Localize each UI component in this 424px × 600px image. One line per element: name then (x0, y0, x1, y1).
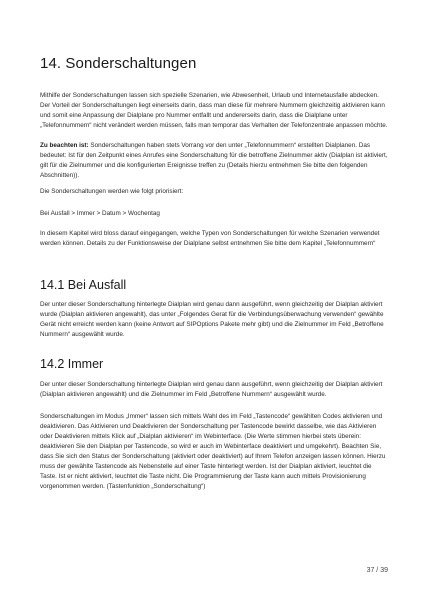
section-title-immer: 14.2 Immer (40, 357, 104, 371)
intro-paragraph: Mithilfe der Sonderschaltungen lassen sich spezielle Szenarien, wie Abwesenheit, Urlaub und Internetausfalle abdecken. Der Vorteil der Sonderschaltungen liegt einerseits darin, dass man diese für mehrere Nummern gleichzeitig aktivieren kann und somit eine Anpassung der Dialplane pro Nummer entfallt und andererseits darin, dass die Dialplane unter „Telefonnummern“ nicht verändert werden müssen, falls man temporar das Verhalten der Telefonzentrale anpassen möchte. (40, 92, 388, 129)
chapter-scope-paragraph: In diesem Kapitel wird bloss darauf eingegangen, welche Typen von Sonderschaltungen für welche Szenarien verwendet werden können. Details zu der Funktionsweise der Dialplane selbst entnehmen Sie bitte dem Kapitel „Telefonnummern“ (40, 230, 380, 247)
priority-order: Bei Ausfall > Immer > Datum > Wochentag (40, 210, 160, 217)
section-title-bei-ausfall: 14.1 Bei Ausfall (40, 278, 127, 292)
page-number: 37 / 39 (366, 567, 388, 574)
bei-ausfall-paragraph: Der unter dieser Sonderschaltung hinterlegte Dialplan wird genau dann ausgeführt, wenn gleichzeitig der Dialplan aktiviert wurde (Dialplan aktivieren angewahlt), das unter „Folgendes Gerat für die Verbindungsüberwachung verwenden“ gewählte Gerät nicht erreicht werden kann (keine Antwort auf SIPOptions Pakete mehr gibt) und die Zielnummer im Feld „Betroffene Nummern“ ausgewählt wurde. (40, 301, 384, 338)
immer-paragraph-1: Der unter dieser Sonderschaltung hinterlegte Dialplan wird genau dann ausgeführt, wenn gleichzeitig der Dialplan aktiviert (Dialplan aktivieren angewahlt) und die Zielnummer im Feld „Betroffene Nummern“ ausgewählt wurde. (40, 381, 383, 398)
priority-intro: Die Sonderschaltungen werden wie folgt priorisiert: (40, 188, 184, 195)
chapter-title: 14. Sonderschaltungen (40, 55, 197, 72)
note-label: Zu beachten ist: (40, 142, 89, 149)
note-text: Sonderschaltungen haben stets Vorrang vor den unter „Telefonnummern“ erstellten Dialplanen. Das bedeutet: Ist für den Zeitpunkt eines Anrufes eine Sonderschaltung für die betroffene Zielnummer aktiv (Dialplan ist aktiviert, gilt für die Zielnummer und die konfigurierten Ereignisse treffen zu (Details hierzu entnehmen Sie bitte den folgenden Abschnitten)). (40, 142, 388, 179)
note-paragraph (40, 141, 390, 181)
immer-paragraph-2: Sonderschaltungen im Modus „Immer“ lassen sich mittels Wahl des im Feld „Tastencode“ gewählten Codes aktivieren und deaktivieren. Das Aktivieren und Deaktivieren der Sonderschaltung per Tastencode bewirkt dasselbe, wie das Aktivieren oder Deaktivieren mittels Klick auf „Dialplan aktivieren“ im Webinterface. (Die Werte stimmen hierbei stets überein: deaktivieren Sie den Dialplan per Tastencode, so wird er auch im Webinterface deaktiviert und umgekehrt). Beachten Sie, dass Sie sich den Status der Sonderschaltung (aktiviert oder deaktiviert) auf Ihrem Telefon anzeigen lassen können. Hierzu muss der gewählte Tastencode als Nebenstelle auf einer Taste hinterlegt werden. Ist der Dialplan aktiviert, leuchtet die Taste. Ist er nicht aktiviert, leuchtet die Taste nicht. Die Programmierung der Taste kann auch mittels Provisionierung vorgenommen werden. (Tastenfunktion „Sonderschaltung“) (40, 413, 386, 490)
